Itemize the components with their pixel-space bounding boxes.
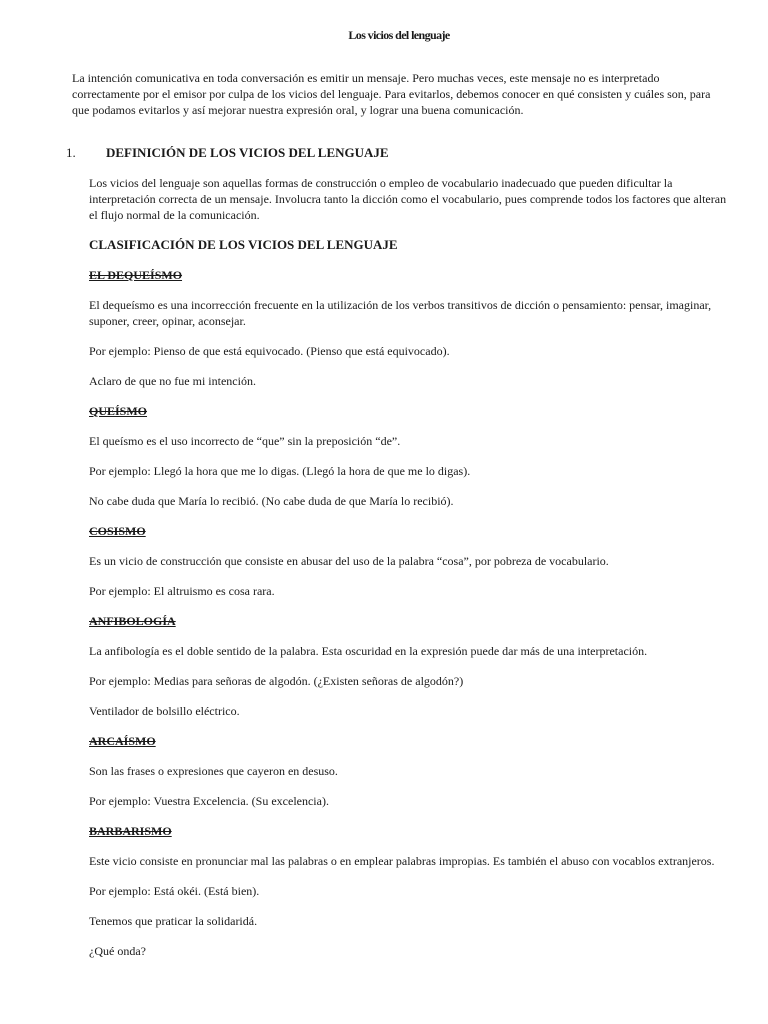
vice-paragraph: El dequeísmo es una incorrección frecuente en la utilización de los verbos transitivos de dicción o pensamiento: pensar, imaginar, suponer, creer, opinar, aconsejar.: [89, 298, 712, 328]
vice-paragraph: No cabe duda que María lo recibió. (No cabe duda de que María lo recibió).: [89, 494, 454, 508]
vice-paragraph: Por ejemplo: El altruismo es cosa rara.: [89, 584, 275, 598]
vice-paragraph: Por ejemplo: Llegó la hora que me lo digas. (Llegó la hora de que me lo digas).: [89, 464, 471, 478]
section-number: 1.: [66, 145, 76, 160]
vice-heading: ANFIBOLOGÍA: [89, 614, 176, 628]
vice-paragraph: Por ejemplo: Está okéi. (Está bien).: [89, 884, 260, 898]
document-body: [89, 175, 729, 973]
intro-paragraph: La intención comunicativa en toda conversación es emitir un mensaje. Pero muchas veces, este mensaje no es interpretado correctamente por el emisor por culpa de los vicios del lenguaje. Para evitarlos, debemos conocer en qué consisten y cuáles son, para que podamos evitarlos y así mejorar nuestra expresión oral, y lograr una buena comunicación.: [72, 71, 711, 117]
vice-paragraph: Por ejemplo: Medias para señoras de algodón. (¿Existen señoras de algodón?): [89, 674, 464, 688]
vice-paragraph: Por ejemplo: Vuestra Excelencia. (Su excelencia).: [89, 794, 329, 808]
vice-heading: ARCAÍSMO: [89, 734, 156, 748]
classification-heading: CLASIFICACIÓN DE LOS VICIOS DEL LENGUAJE: [89, 237, 398, 252]
vice-paragraph: Este vicio consiste en pronunciar mal las palabras o en emplear palabras impropias. Es también el abuso con vocablos extranjeros.: [89, 854, 715, 868]
vice-heading: COSISMO: [89, 524, 146, 538]
vice-paragraph: Por ejemplo: Pienso de que está equivocado. (Pienso que está equivocado).: [89, 344, 450, 358]
vice-paragraph: El queísmo es el uso incorrecto de “que” sin la preposición “de”.: [89, 434, 401, 448]
vice-paragraph: ¿Qué onda?: [89, 944, 146, 958]
vice-paragraph: Son las frases o expresiones que cayeron en desuso.: [89, 764, 338, 778]
vice-paragraph: Ventilador de bolsillo eléctrico.: [89, 704, 240, 718]
vices-list: [89, 267, 729, 959]
vice-heading: BARBARISMO: [89, 824, 172, 838]
vice-heading: QUEÍSMO: [89, 404, 148, 418]
vice-paragraph: Tenemos que praticar la solidaridá.: [89, 914, 258, 928]
section-heading-text: DEFINICIÓN DE LOS VICIOS DEL LENGUAJE: [106, 145, 389, 160]
document-title: Los vicios del lenguaje: [348, 28, 450, 42]
vice-paragraph: Aclaro de que no fue mi intención.: [89, 374, 256, 388]
section-heading: [66, 145, 389, 161]
vice-heading: EL DEQUEÍSMO: [89, 268, 183, 282]
vice-paragraph: La anfibología es el doble sentido de la palabra. Esta oscuridad en la expresión puede dar más de una interpretación.: [89, 644, 648, 658]
definition-paragraph: Los vicios del lenguaje son aquellas formas de construcción o empleo de vocabulario inadecuado que pueden dificultar la interpretación correcta de un mensaje. Involucra tanto la dicción como el vocabulario, pues comprende todos los factores que alteran el flujo normal de la comunicación.: [89, 176, 727, 222]
vice-paragraph: Es un vicio de construcción que consiste en abusar del uso de la palabra “cosa”, por pobreza de vocabulario.: [89, 554, 609, 568]
